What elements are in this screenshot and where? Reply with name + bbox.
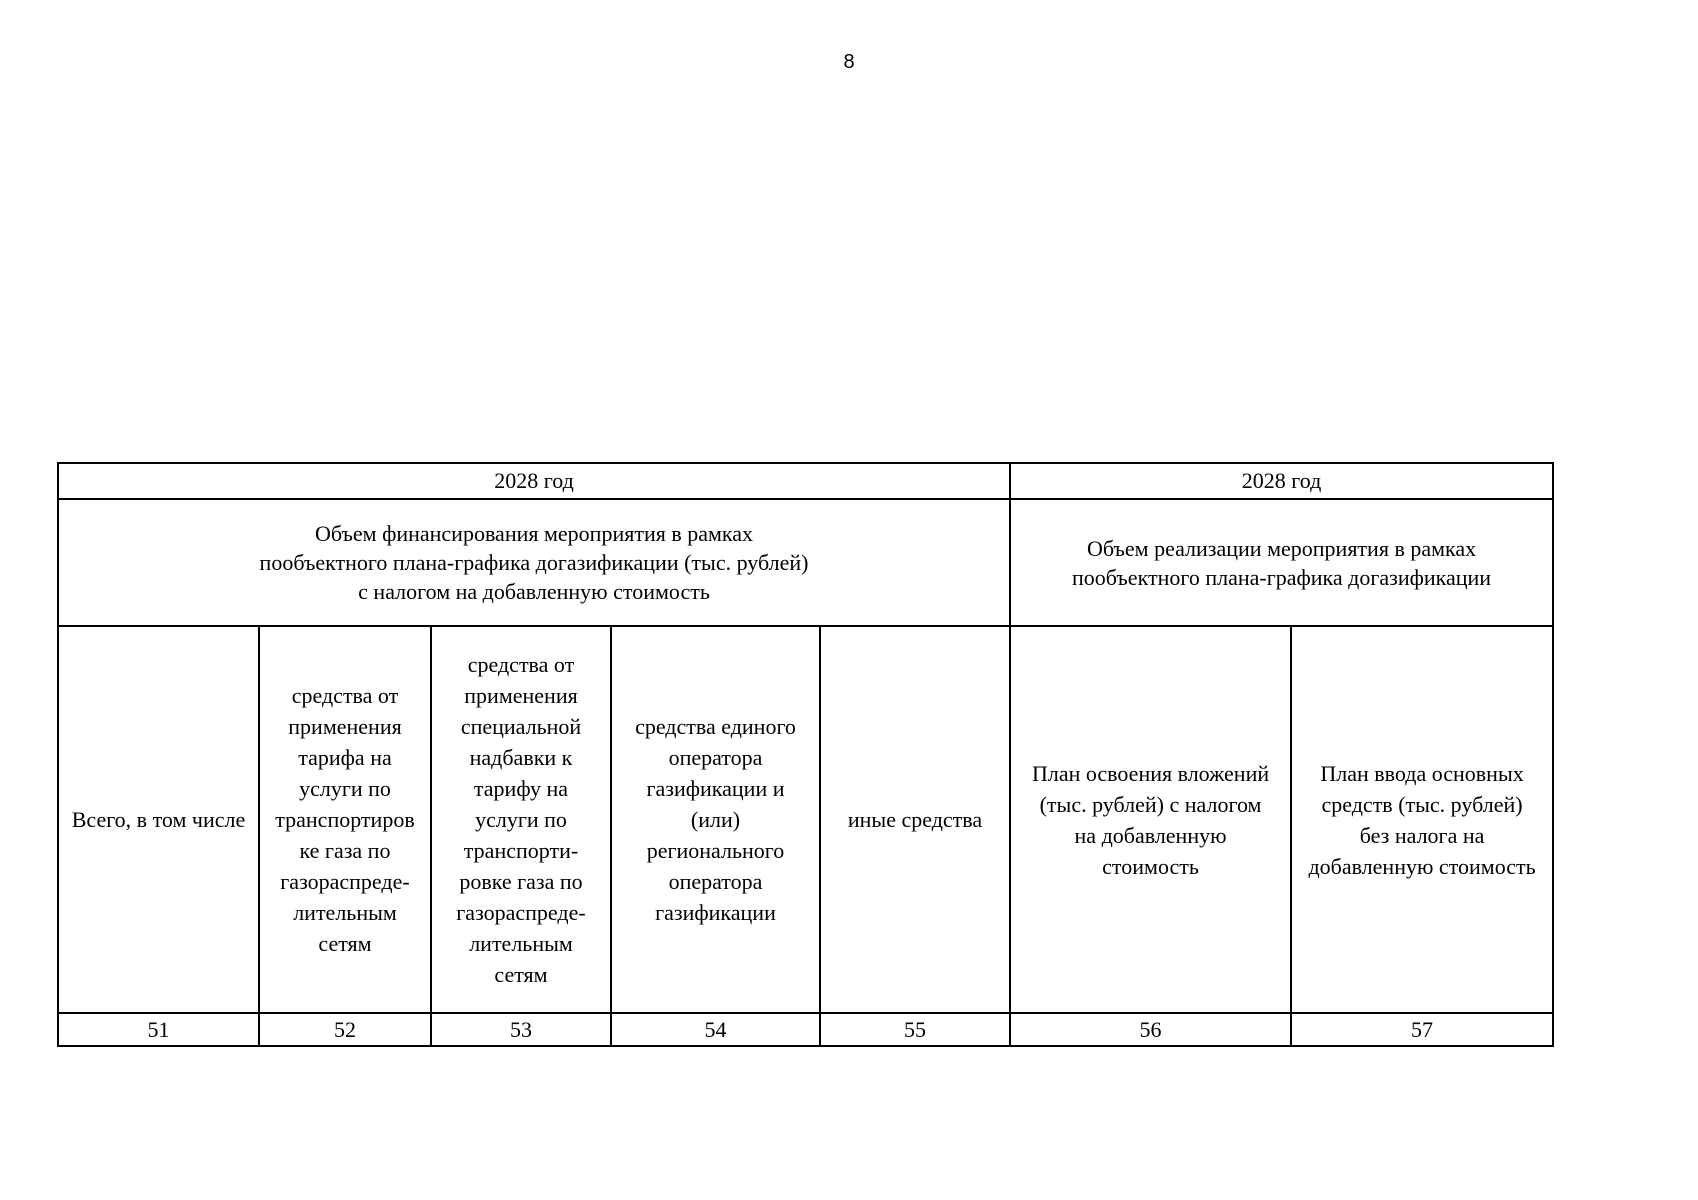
financing-volume-header (58, 499, 1010, 626)
column-header-operator-funds-text: средства единого оператора газификации и (или) регионального оператора газификации (635, 714, 796, 925)
column-number: 53 (431, 1013, 611, 1046)
column-header-other-funds-text: иные средства (847, 807, 983, 832)
implementation-volume-header (1010, 499, 1553, 626)
column-header-other-funds (820, 626, 1010, 1013)
column-header-row (58, 626, 1553, 1013)
column-number: 52 (259, 1013, 431, 1046)
column-header-fixed-assets-plan (1291, 626, 1553, 1013)
year-header-financing: 2028 год (58, 463, 1010, 499)
column-number: 55 (820, 1013, 1010, 1046)
column-header-tariff-funds-text: средства от применения тарифа на услуги по транспортиров ке газа по газораспреде- лительным сетям (275, 683, 415, 956)
column-header-operator-funds (611, 626, 820, 1013)
implementation-volume-header-text: Объем реализации мероприятия в рамках пообъектного плана-графика догазификации (1072, 535, 1492, 590)
page-number: 8 (843, 51, 855, 73)
column-number: 57 (1291, 1013, 1553, 1046)
column-number: 56 (1010, 1013, 1291, 1046)
group-header-row (58, 499, 1553, 626)
column-header-total (58, 626, 259, 1013)
column-header-tariff-funds (259, 626, 431, 1013)
column-header-investment-plan-text: План освоения вложений (тыс. рублей) с налогом на добавленную стоимость (1031, 760, 1270, 879)
column-header-special-surcharge-funds-text: средства от применения специальной надбавки к тарифу на услуги по транспорти- ровке газа по газораспреде- лительным сетям (456, 652, 586, 987)
column-header-fixed-assets-plan-text: План ввода основных средств (тыс. рублей) без налога на добавленную стоимость (1308, 760, 1536, 879)
column-number: 54 (611, 1013, 820, 1046)
column-number: 51 (58, 1013, 259, 1046)
gasification-plan-table (57, 462, 1554, 1047)
year-header-row (58, 463, 1553, 499)
column-header-total-text: Всего, в том числе (71, 807, 246, 832)
financing-volume-header-text: Объем финансирования мероприятия в рамках пообъектного плана-графика догазификации (тыс. рублей) с налогом на добавленную стоимость (259, 521, 809, 604)
column-number-row (58, 1013, 1553, 1046)
column-header-investment-plan (1010, 626, 1291, 1013)
year-header-implementation: 2028 год (1010, 463, 1553, 499)
column-header-special-surcharge-funds (431, 626, 611, 1013)
